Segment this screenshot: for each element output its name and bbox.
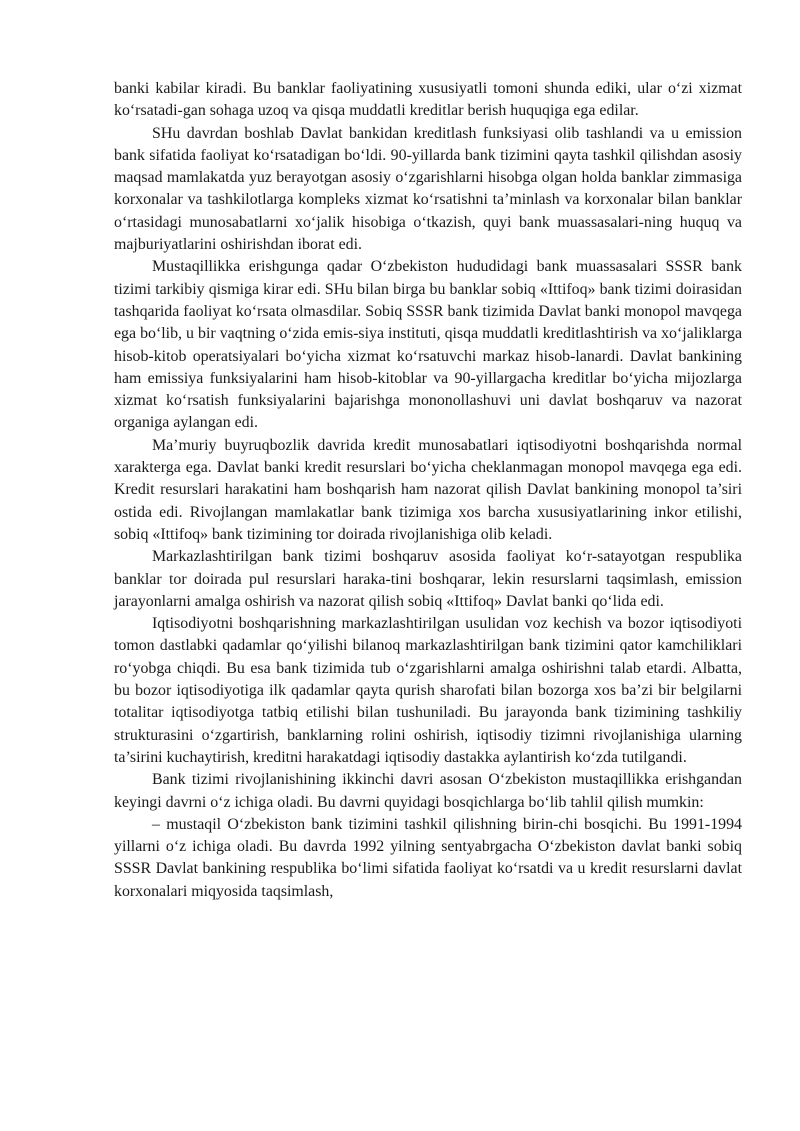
paragraph-1: banki kabilar kiradi. Bu banklar faoliyatining xususiyatli tomoni shunda ediki, ular o‘zi xizmat ko‘rsatadi-gan sohaga uzoq va qisqa muddatli kreditlar berish huquqiga ega edilar. bbox=[114, 80, 742, 120]
paragraph-2: SHu davrdan boshlab Davlat bankidan kreditlash funksiyasi olib tashlandi va u emission bank sifatida faoliyat ko‘rsatadigan bo‘ldi. 90-yillarda bank tizimini qayta tashkil qilishdan asosiy maqsad mamlakatda yuz berayotgan asosiy o‘zgarishlarni hisobga olgan holda banklar zimmasiga korxonalar va tashkilotlarga kompleks xizmat ko‘rsatishni ta’minlash va korxonalar bilan banklar o‘rtasidagi munosabatlarni xo‘jalik hisobiga o‘tkazish, quyi bank muassasalari-ning huquq va majburiyatlarini oshirishdan iborat edi. bbox=[114, 124, 742, 254]
paragraph-4: Ma’muriy buyruqbozlik davrida kredit munosabatlari iqtisodiyotni boshqarishda normal xarakterga ega. Davlat banki kredit resurslari bo‘yicha cheklanmagan monopol mavqega ega edi. Kredit resurslari harakatini ham boshqarish ham nazorat qilish Davlat bankining monopol ta’siri ostida edi. Rivojlangan mamlakatlar bank tizimiga xos barcha xususiyatlarining inkor etilishi, sobiq «Ittifoq» bank tizimining tor doirada rivojlanishiga olib keladi. bbox=[114, 436, 742, 543]
paragraph-6: Iqtisodiyotni boshqarishning markazlashtirilgan usulidan voz kechish va bozor iqtisodiyoti tomon dastlabki qadamlar qo‘yilishi bilanoq markazlashtirilgan bank tizimini qator kamchiliklari ro‘yobga chiqdi. Bu esa bank tizimida tub o‘zgarishlarni amalga oshirishni talab etardi. Albatta, bu bozor iqtisodiyotiga ilk qadamlar qayta qurish sharofati bilan bozorga xos ba’zi bir belgilarni totalitar iqtisodiyotga tatbiq etilishi bilan tushuniladi. Bu jarayonda bank tizimining tashkiliy strukturasini o‘zgartirish, banklarning rolini oshirish, iqtisodiy tizimni rivojlanishiga ularning ta’sirini kuchaytirish, kreditni harakatdagi iqtisodiy dastakka aylantirish ko‘zda tutilgandi. bbox=[114, 615, 742, 766]
paragraph-5: Markazlashtirilgan bank tizimi boshqaruv asosida faoliyat ko‘r-satayotgan respublika banklar tor doirada pul resurslari haraka-tini boshqarar, lekin resurslarni taqsimlash, emission jarayonlarni amalga oshirish va nazorat qilish sobiq «Ittifoq» Davlat banki qo‘lida edi. bbox=[114, 548, 742, 610]
paragraph-7: Bank tizimi rivojlanishining ikkinchi davri asosan O‘zbekiston mustaqillikka erishgandan keyingi davrni o‘z ichiga oladi. Bu davrni quyidagi bosqichlarga bo‘lib tahlil qilish mumkin: bbox=[114, 771, 742, 811]
document-page bbox=[114, 78, 742, 903]
paragraph-8: – mustaqil O‘zbekiston bank tizimini tashkil qilishning birin-chi bosqichi. Bu 1991-1994 yillarni o‘z ichiga oladi. Bu davrda 1992 yilning sentyabrgacha O‘zbekiston davlat banki sobiq SSSR Davlat bankining respublika bo‘limi sifatida faoliyat ko‘rsatdi va u kredit resurslarni davlat korxonalari miqyosida taqsimlash, bbox=[114, 815, 742, 900]
paragraph-3: Mustaqillikka erishgunga qadar O‘zbekiston hududidagi bank muassasalari SSSR bank tizimi tarkibiy qismiga kirar edi. SHu bilan birga bu banklar sobiq «Ittifoq» bank tizimi doirasidan tashqarida faoliyat ko‘rsata olmasdilar. Sobiq SSSR bank tizimida Davlat banki monopol mavqega ega bo‘lib, u bir vaqtning o‘zida emis-siya instituti, qisqa muddatli kreditlashtirish va xo‘jaliklarga hisob-kitob operatsiyalari bo‘yicha xizmat ko‘rsatuvchi markaz hisob-lanardi. Davlat bankining ham emissiya funksiyalarini ham hisob-kitoblar va 90-yillargacha kreditlar bo‘yicha mijozlarga xizmat ko‘rsatish funksiyalarini bajarishga mononollashuvi uni davlat boshqaruv va nazorat organiga aylangan edi. bbox=[114, 258, 742, 432]
